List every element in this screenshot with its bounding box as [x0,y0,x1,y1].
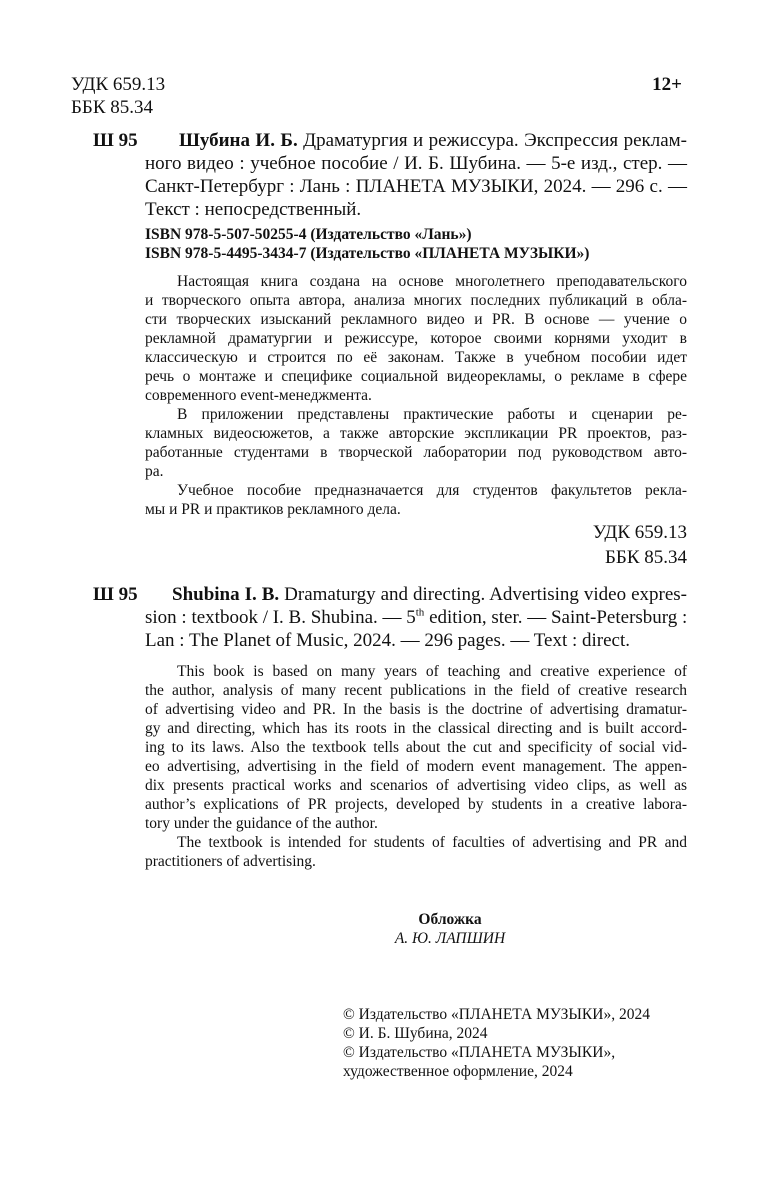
en-abstract-p1-l6: eo advertising, advertising in the field of modern event management. The appen- [145,758,687,775]
en-abstract-p1-l3: of advertising video and PR. In the basis is the doctrine of advertising dramatur- [145,701,687,718]
isbn-lan: ISBN 978-5-507-50255-4 (Издательство «Лань») [145,226,472,243]
ru-abstract-p3-l1: Учебное пособие предназначается для студентов факультетов рекла- [177,482,687,499]
en-abstract-p1-l5: ing to its laws. Also the textbook tells about the cut and specificity of social vid- [145,739,687,756]
cover-label: Обложка [418,911,482,928]
en-abstract-p1-l7: dix presents practical works and scenarios of advertising video clips, as well as [145,777,687,794]
age-rating: 12+ [652,74,682,95]
cover-artist: А. Ю. ЛАПШИН [394,930,506,947]
en-abstract-p2-l2: practitioners of advertising. [145,853,316,870]
ru-entry-body [145,152,687,221]
ru-abstract-p1-l5: классическую и строится по её законам. Также в учебном пособии идет [145,349,687,366]
en-abstract [145,662,687,871]
ru-abstract-p1-l2: и творческого опыта автора, анализа многих последних публикаций в обла- [145,292,687,309]
ru-abstract-p1-l7: современного event-менеджмента. [145,387,372,404]
ru-abstract-p1-l6: речь о монтаже и специфике социальной видеорекламы, о рекламе в сфере [145,368,687,385]
ru-abstract-p1-l4: рекламной драматургии и режиссуре, которое своими корнями уходит в [145,330,687,347]
ru-abstract-p2-l2: кламных видеосюжетов, а также авторские экспликации PR проектов, раз- [145,425,687,442]
ru-entry-line4: Текст : непосредственный. [145,199,362,220]
ru-abstract-udk: УДК 659.13 [592,522,687,543]
header-bbk: ББК 85.34 [71,97,153,118]
en-entry-line3: Lan : The Planet of Music, 2024. — 296 pages. — Text : direct. [145,630,631,651]
en-entry-line2: sion : textbook / I. B. Shubina. — 5th edition, ster. — Saint-Petersburg : [145,606,688,628]
en-entry-sup: th [415,606,425,619]
ru-abstract-bbk: ББК 85.34 [605,547,687,568]
ru-abstract [145,272,687,519]
ru-abstract-p2-l4: ра. [145,463,164,480]
ru-abstract-p2-l1: В приложении представлены практические работы и сценарии ре- [177,406,687,423]
ru-abstract-p1-l1: Настоящая книга создана на основе многолетнего преподавательского [177,273,687,290]
ru-abstract-p3-l2: мы и PR и практиков рекламного дела. [145,501,401,518]
ru-entry-code: Ш 95 [93,130,138,151]
en-entry-code: Ш 95 [93,584,138,605]
en-entry-title: Dramaturgy and directing. Advertising video expres- [284,584,688,605]
en-abstract-p1-l9: tory under the guidance of the author. [145,815,378,832]
en-abstract-p1-l2: the author, analysis of many recent publications in the field of creative research [145,682,687,699]
ru-entry-title: Драматургия и режиссура. Экспрессия реклам- [303,130,687,151]
copyright-line-2: © И. Б. Шубина, 2024 [343,1025,488,1042]
en-abstract-p1-l4: gy and directing, which has its roots in the classical directing and is built accord- [145,720,687,737]
ru-entry-author: Шубина И. Б. [179,130,298,151]
ru-entry-line2: ного видео : учебное пособие / И. Б. Шубина. — 5-е изд., стер. — [145,153,687,174]
en-abstract-p2-l1: The textbook is intended for students of faculties of advertising and PR and [177,834,687,851]
copyright-line-3: © Издательство «ПЛАНЕТА МУЗЫКИ», [343,1044,616,1061]
header-udk: УДК 659.13 [71,74,166,95]
ru-entry-line3: Санкт-Петербург : Лань : ПЛАНЕТА МУЗЫКИ, 2024. — 296 с. — [145,176,687,197]
en-entry-body [145,606,687,652]
copyright-line-4: художественное оформление, 2024 [343,1063,573,1080]
en-entry-line1 [172,583,687,606]
ru-entry-line1 [179,129,687,152]
isbn-planet: ISBN 978-5-4495-3434-7 (Издательство «ПЛАНЕТА МУЗЫКИ») [145,245,590,262]
en-entry-author: Shubina I. B. [172,584,280,605]
en-abstract-p1-l8: author’s explications of PR projects, developed by students in a creative labora- [145,796,687,813]
en-abstract-p1-l1: This book is based on many years of teaching and creative experience of [177,663,687,680]
ru-abstract-p1-l3: сти творческих изысканий рекламного видео и PR. В основе — учение о [145,311,687,328]
copyright-line-1: © Издательство «ПЛАНЕТА МУЗЫКИ», 2024 [343,1006,650,1023]
ru-abstract-p2-l3: работанные студентами в творческой лаборатории под руководством авто- [145,444,687,461]
